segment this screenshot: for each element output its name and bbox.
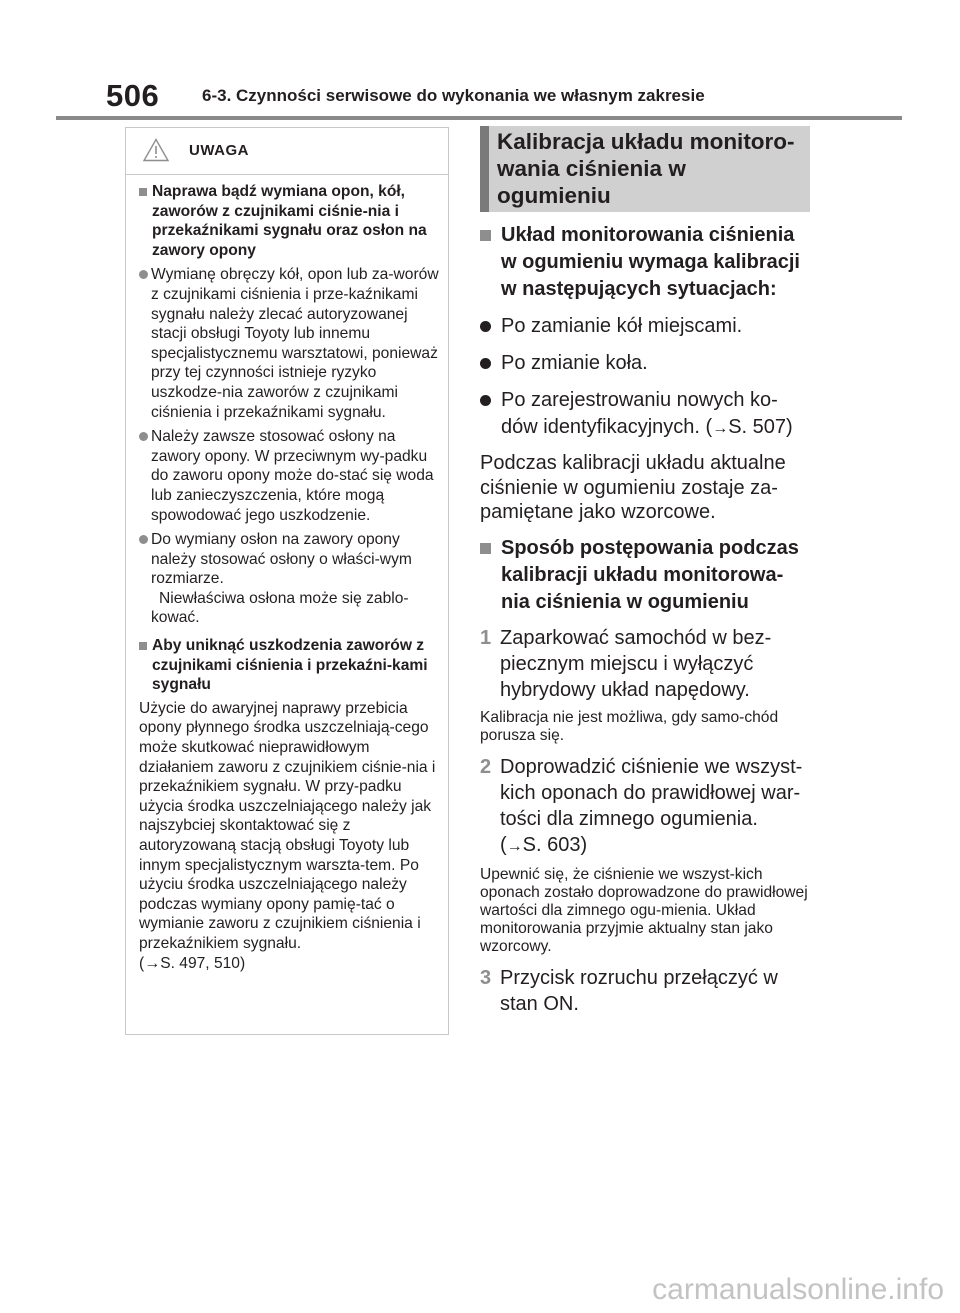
step-text: Zaparkować samochód w bez-piecznym miejscu i wyłączyć hybrydowy układ napędowy. bbox=[500, 626, 772, 701]
square-bullet-icon bbox=[139, 188, 147, 196]
chapter-title: 6-3. Czynności serwisowe do wykonania we własnym zakresie bbox=[202, 86, 705, 105]
page-reference: S. 507) bbox=[728, 416, 793, 438]
step-text: Przycisk rozruchu przełączyć w stan ON. bbox=[500, 966, 778, 1015]
step-main: Doprowadzić ciśnienie we wszyst-kich oponach do prawidłowej war-tości dla zimnego ogumienia. bbox=[500, 755, 803, 830]
list-item bbox=[480, 350, 810, 377]
step-item bbox=[480, 754, 810, 860]
arrow-right-icon: → bbox=[144, 954, 161, 972]
warning-body bbox=[126, 175, 448, 973]
step-text: Doprowadzić ciśnienie we wszyst-kich oponach do prawidłowej war-tości dla zimnego ogumienia. (→S. 603) bbox=[500, 755, 803, 856]
warning-bullet-note: Niewłaściwa osłona może się zablo-kować. bbox=[151, 589, 409, 627]
watermark: carmanualsonline.info bbox=[652, 1273, 944, 1306]
arrow-right-icon: → bbox=[506, 837, 523, 855]
list-item-main: Po zarejestrowaniu nowych ko-dów identyfikacyjnych. bbox=[501, 389, 778, 438]
warning-subheading-avoid bbox=[139, 636, 445, 695]
calibration-section bbox=[480, 126, 810, 1017]
round-bullet-icon bbox=[139, 432, 148, 441]
warning-subheading-text: Naprawa bądź wymiana opon, kół, zaworów z czujnikami ciśnie-nia i przekaźnikami sygnału oraz osłon na zawory opony bbox=[152, 183, 427, 259]
square-bullet-icon bbox=[480, 230, 491, 241]
section-subheading bbox=[480, 535, 810, 616]
warning-box bbox=[125, 127, 449, 1035]
list-item-text: Po zarejestrowaniu nowych ko-dów identyfikacyjnych. (→S. 507) bbox=[501, 389, 793, 438]
list-item-text: Po zmianie koła. bbox=[501, 352, 648, 374]
step-note: Kalibracja nie jest możliwa, gdy samo-chód porusza się. bbox=[480, 708, 779, 744]
list-item bbox=[480, 313, 810, 340]
warning-bullet bbox=[139, 530, 445, 628]
warning-bullet-text: Wymianę obręczy kół, opon lub za-worów z czujnikami ciśnienia i prze-kaźnikami sygnału należy zlecać autoryzowanej stacji obsługi Toyoty lub innemu specjalistycznemu warsztatowi, ponieważ przy tej czynności istnieje ryzyko uszkodze-nia zaworów z czujnikami ciśnienia i przekaźnikami sygnału. bbox=[151, 266, 439, 421]
arrow-right-icon: → bbox=[712, 420, 729, 437]
section-subheading bbox=[480, 222, 810, 303]
round-bullet-icon bbox=[480, 395, 491, 406]
warning-bullet-text bbox=[151, 530, 445, 628]
section-subheading-text: Układ monitorowania ciśnienia w ogumieniu wymaga kalibracji w następujących sytuacjach: bbox=[501, 224, 800, 300]
warning-bullet-text: Należy zawsze stosować osłony na zawory opony. W przeciwnym wy-padku do zaworu opony może do-stać się woda lub zanieczyszczenia, które mogą spowodować jego uszkodzenie. bbox=[151, 428, 434, 524]
warning-bullet bbox=[139, 427, 445, 525]
square-bullet-icon bbox=[139, 642, 147, 650]
section-paragraph: Podczas kalibracji układu aktualne ciśnienie w ogumieniu zostaje za-pamiętane jako wzorcowe. bbox=[480, 452, 786, 523]
list-item-text: Po zamianie kół miejscami. bbox=[501, 315, 743, 337]
warning-paragraph: Użycie do awaryjnej naprawy przebicia opony płynnego środka uszczelniają-cego może skutkować nieprawidłowym działaniem zaworu z czujnikiem ciśnie-nia i przekaźnikiem sygnału. W przy-padku użycia środka uszczelniającego należy jak najszybciej skontaktować się z autoryzowaną stacją obsługi Toyoty lub innym specjalistycznym warszta-tem. Po użyciu środka uszczelniającego należy podczas wymiany opony pamię-tać o wymianie zaworu z czujnikiem ciśnienia i przekaźnikiem sygnału. (→S. 497, 510) bbox=[139, 699, 436, 972]
page-number: 506 bbox=[106, 78, 160, 113]
warning-subheading-text: Aby uniknąć uszkodzenia zaworów z czujnikami ciśnienia i przekaźni-kami sygnału bbox=[152, 637, 428, 694]
warning-bullet bbox=[139, 265, 445, 422]
round-bullet-icon bbox=[480, 358, 491, 369]
page-reference: S. 603) bbox=[522, 833, 588, 856]
header-divider bbox=[56, 116, 902, 120]
section-subheading-text: Sposób postępowania podczas kalibracji układu monitorowa-nia ciśnienia w ogumieniu bbox=[501, 536, 799, 613]
list-item bbox=[480, 387, 810, 442]
warning-bullet-main: Do wymiany osłon na zawory opony należy stosować osłony o właści-wym rozmiarze. bbox=[151, 531, 412, 588]
warning-header bbox=[126, 128, 448, 175]
round-bullet-icon bbox=[139, 535, 148, 544]
step-number: 2 bbox=[480, 755, 492, 778]
page-reference: S. 497, 510) bbox=[160, 954, 246, 972]
step-item bbox=[480, 625, 810, 703]
step-number: 3 bbox=[480, 966, 492, 989]
warning-paragraph-text: Użycie do awaryjnej naprawy przebicia opony płynnego środka uszczelniają-cego może skutkować nieprawidłowym działaniem zaworu z czujnikiem ciśnie-nia i przekaźnikiem sygnału. W przy-padku użycia środka uszczelniającego należy jak najszybciej skontaktować się z autoryzowaną stacją obsługi Toyoty lub innym specjalistycznym warszta-tem. Po użyciu środka uszczelniającego należy podczas wymiany opony pamię-tać o wymianie zaworu z czujnikiem ciśnienia i przekaźnikiem sygnału. bbox=[139, 699, 436, 952]
warning-triangle-icon bbox=[143, 138, 169, 162]
step-item bbox=[480, 965, 810, 1017]
section-title: Kalibracja układu monitoro-wania ciśnienia w ogumieniu bbox=[480, 126, 810, 212]
round-bullet-icon bbox=[480, 321, 491, 332]
step-number: 1 bbox=[480, 626, 492, 649]
warning-subheading-repair bbox=[139, 182, 445, 260]
step-note: Upewnić się, że ciśnienie we wszyst-kich oponach zostało doprowadzone do prawidłowej wartości dla zimnego ogu-mienia. Układ monitorowania przyjmie aktualny stan jako wzorcowy. bbox=[480, 865, 808, 955]
warning-title: UWAGA bbox=[189, 142, 249, 159]
round-bullet-icon bbox=[139, 270, 148, 279]
square-bullet-icon bbox=[480, 543, 491, 554]
